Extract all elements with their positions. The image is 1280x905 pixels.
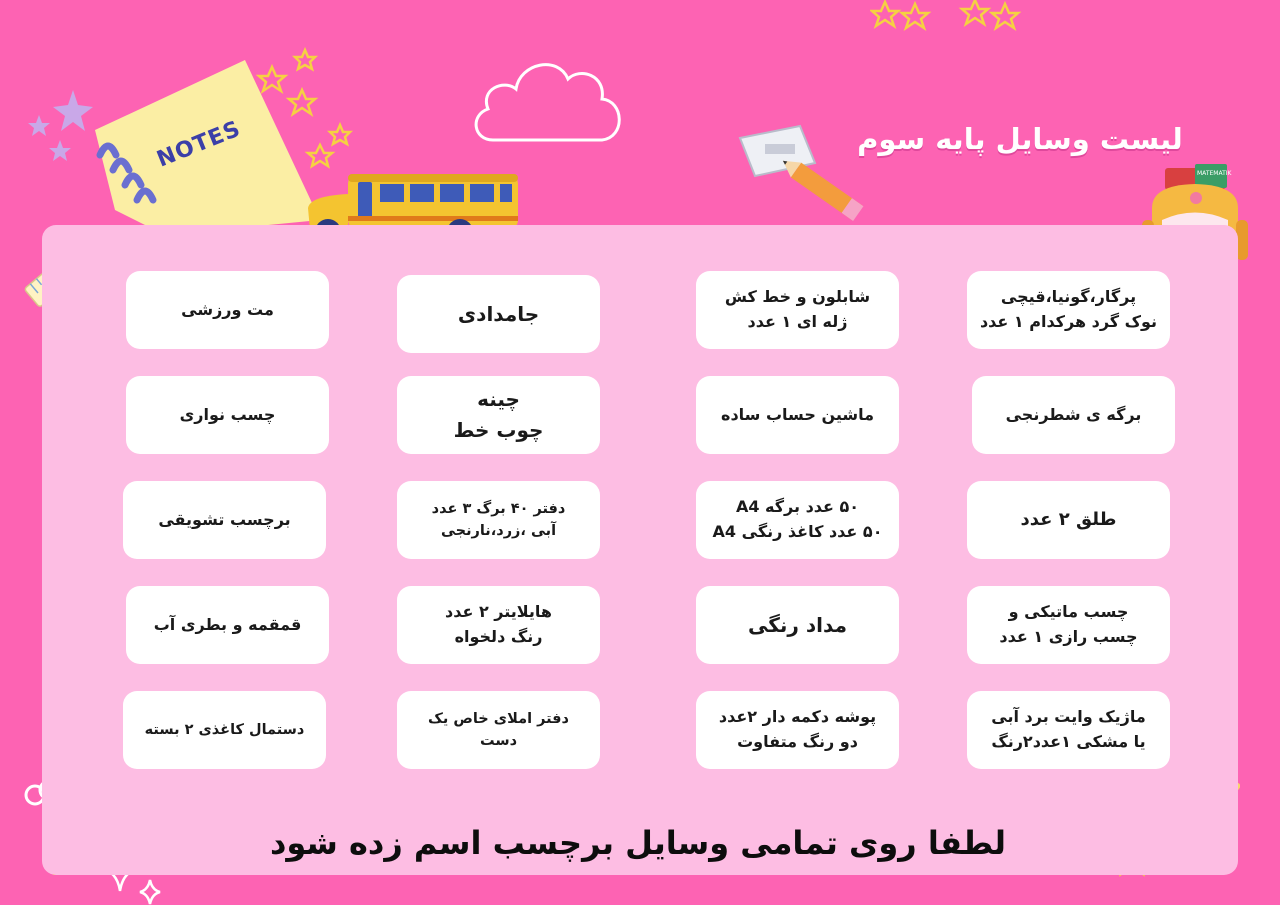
supply-item: طلق ۲ عدد: [967, 481, 1170, 559]
supply-item: برچسب تشویقی: [123, 481, 326, 559]
supply-item: چسب نواری: [126, 376, 329, 454]
supply-item: دستمال کاغذی ۲ بسته: [123, 691, 326, 769]
star-cluster-top-right: [870, 0, 1030, 32]
supply-item: چینه چوب خط: [397, 376, 600, 454]
supply-item: جامدادی: [397, 275, 600, 353]
pencil-sharpener-icon: [730, 118, 870, 228]
supply-item: چسب ماتیکی و چسب رازی ۱ عدد: [967, 586, 1170, 664]
footer-note: لطفا روی تمامی وسایل برچسب اسم زده شود: [269, 824, 1007, 862]
supply-item: مداد رنگی: [696, 586, 899, 664]
supply-item: دفتر ۴۰ برگ ۳ عدد آبی ،زرد،نارنجی: [397, 481, 600, 559]
supply-item: شابلون و خط کش ژله ای ۱ عدد: [696, 271, 899, 349]
page-title: لیست وسایل پایه سوم: [857, 122, 1183, 156]
notes-paper-icon: [95, 60, 295, 230]
supply-item: ۵۰ عدد برگه A4 ۵۰ عدد کاغذ رنگی A4: [696, 481, 899, 559]
supply-item: برگه ی شطرنجی: [972, 376, 1175, 454]
supply-item: دفتر املای خاص یک دست: [397, 691, 600, 769]
supply-item: پوشه دکمه دار ۲عدد دو رنگ متفاوت: [696, 691, 899, 769]
supply-item: قمقمه و بطری آب: [126, 586, 329, 664]
supply-item: هایلایتر ۲ عدد رنگ دلخواه: [397, 586, 600, 664]
cloud-icon: [468, 45, 628, 150]
purple-stars-icon: [25, 85, 105, 175]
supply-item: پرگار،گونیا،قیچی نوک گرد هرکدام ۱ عدد: [967, 271, 1170, 349]
notes-label: NOTES: [153, 116, 245, 173]
supply-item: ماشین حساب ساده: [696, 376, 899, 454]
supply-item: ماژیک وایت برد آبی یا مشکی ۱عدد۲رنگ: [967, 691, 1170, 769]
supply-item: مت ورزشی: [126, 271, 329, 349]
backpack-book-label: MATEMATIK: [1197, 170, 1232, 177]
